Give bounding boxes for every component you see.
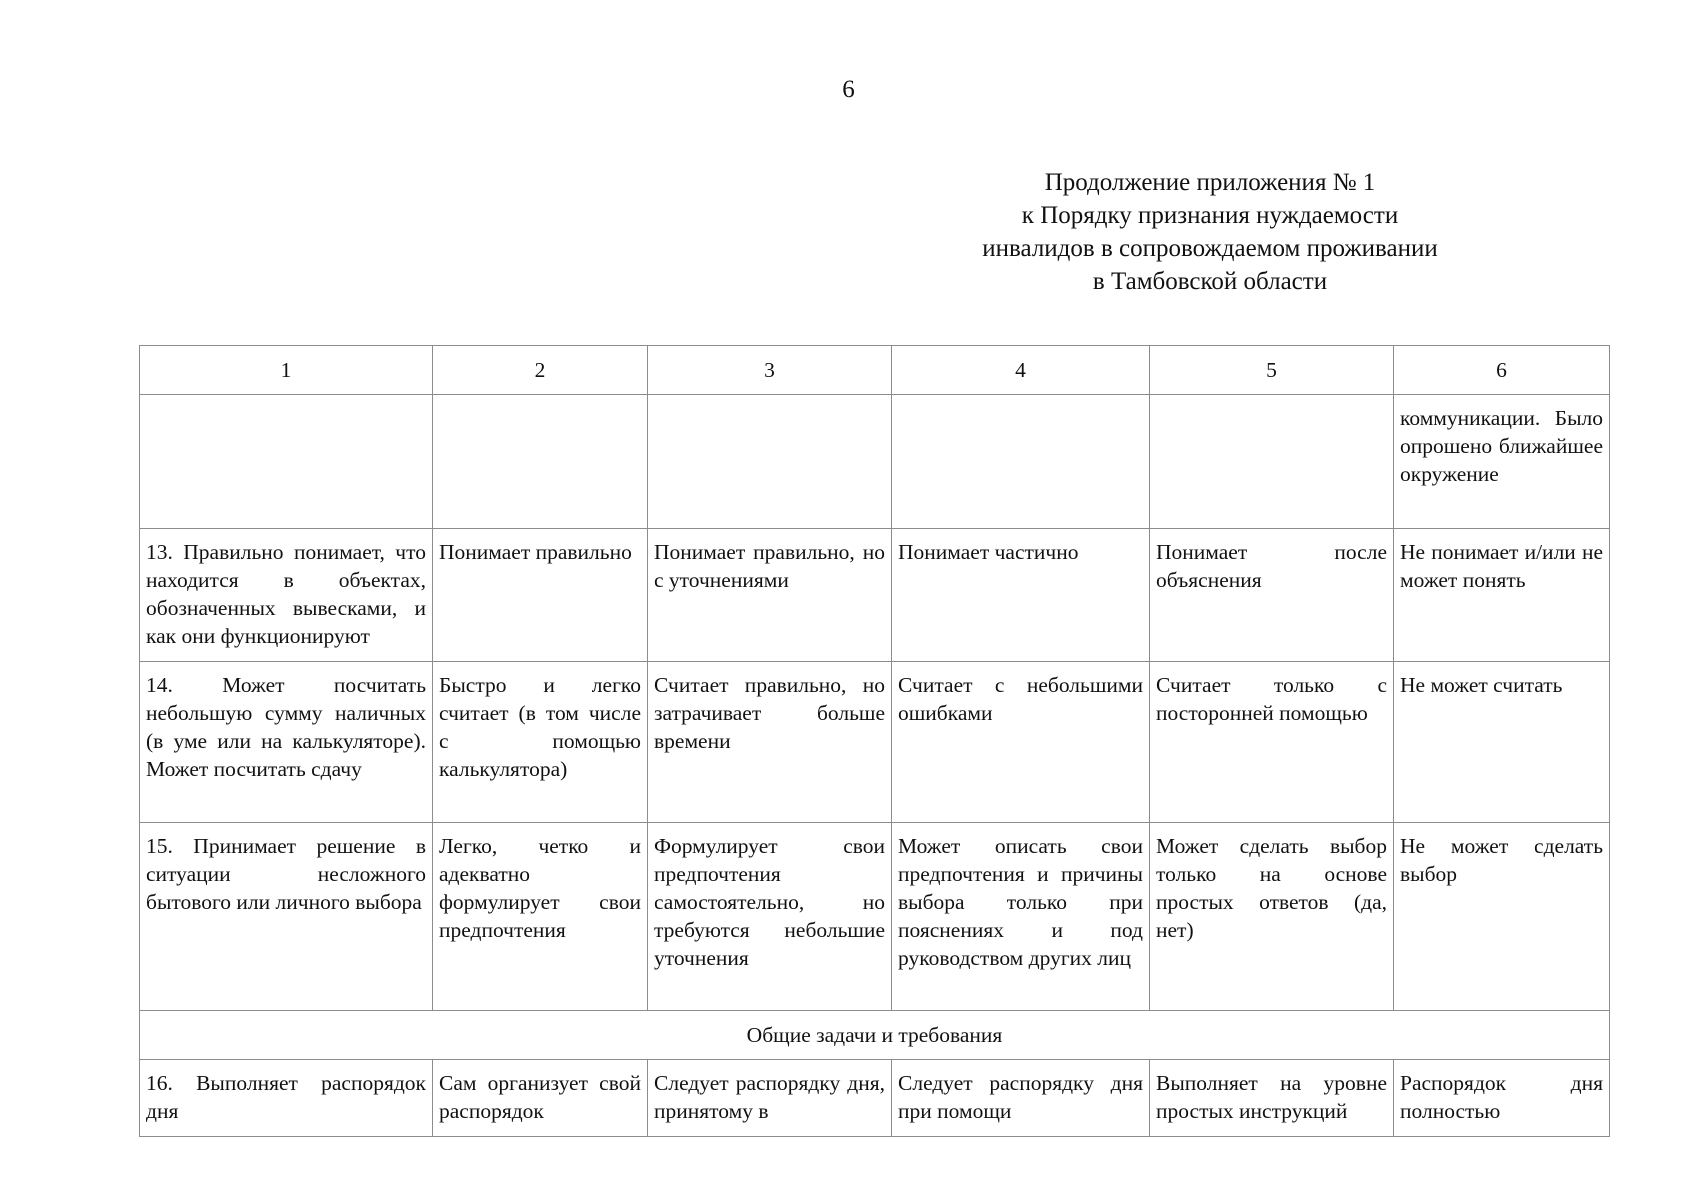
table-cell: Не может считать [1394, 662, 1610, 823]
section-row [140, 1011, 1610, 1060]
table-cell [433, 395, 648, 529]
column-number-row [140, 346, 1610, 395]
table-cell: Понимает после объяснения [1150, 529, 1394, 662]
table-cell [140, 395, 433, 529]
table-cell: Быстро и легко считает (в том числе с помощью калькулятора) [433, 662, 648, 823]
table-cell: коммуникации. Было опрошено ближайшее окружение [1394, 395, 1610, 529]
table-row [140, 823, 1610, 1011]
table-cell: Считает с небольшими ошибками [892, 662, 1150, 823]
appendix-header-line-1: Продолжение приложения № 1 [1044, 169, 1376, 196]
table-row [140, 662, 1610, 823]
table-row [140, 1060, 1610, 1137]
table-cell: Может описать свои предпочтения и причины выбора только при пояснениях и под руководством других лиц [892, 823, 1150, 1011]
table-cell: 13. Правильно понимает, что находится в объектах, обозначенных вывесками, и как они функционируют [140, 529, 433, 662]
table-cell: Считает только с посторонней помощью [1150, 662, 1394, 823]
table-cell: Понимает правильно, но с уточнениями [648, 529, 892, 662]
column-number: 5 [1150, 346, 1394, 395]
column-number: 1 [140, 346, 433, 395]
table-cell [648, 395, 892, 529]
table-cell: 15. Принимает решение в ситуации несложного бытового или личного выбора [140, 823, 433, 1011]
table-cell: Может сделать выбор только на основе простых ответов (да, нет) [1150, 823, 1394, 1011]
column-number: 4 [892, 346, 1150, 395]
page-number: 6 [842, 76, 855, 103]
table-cell [892, 395, 1150, 529]
section-title: Общие задачи и требования [140, 1011, 1610, 1060]
table-cell: Следует распорядку дня, принятому в [648, 1060, 892, 1137]
column-number: 2 [433, 346, 648, 395]
table-cell: 14. Может посчитать небольшую сумму наличных (в уме или на калькуляторе). Может посчитать сдачу [140, 662, 433, 823]
table-cell: Понимает частично [892, 529, 1150, 662]
table-cell: Формулирует свои предпочтения самостоятельно, но требуются небольшие уточнения [648, 823, 892, 1011]
table-cell: Считает правильно, но затрачивает больше времени [648, 662, 892, 823]
table-cell: 16. Выполняет распорядок дня [140, 1060, 433, 1137]
appendix-header-line-3: инвалидов в сопровождаемом проживании [982, 235, 1438, 262]
table-cell: Следует распорядку дня при помощи [892, 1060, 1150, 1137]
assessment-table [139, 345, 1610, 1137]
table-row [140, 529, 1610, 662]
table-cell: Не может сделать выбор [1394, 823, 1610, 1011]
column-number: 6 [1394, 346, 1610, 395]
appendix-header [940, 166, 1480, 298]
table-cell [1150, 395, 1394, 529]
appendix-header-line-2: к Порядку признания нуждаемости [1021, 202, 1399, 229]
table-row-continuation [140, 395, 1610, 529]
table-cell: Легко, четко и адекватно формулирует свои предпочтения [433, 823, 648, 1011]
appendix-header-line-4: в Тамбовской области [1092, 268, 1328, 295]
table-cell: Сам организует свой распорядок [433, 1060, 648, 1137]
table-cell: Не понимает и/или не может понять [1394, 529, 1610, 662]
table-cell: Выполняет на уровне простых инструкций [1150, 1060, 1394, 1137]
column-number: 3 [648, 346, 892, 395]
table-cell: Понимает правильно [433, 529, 648, 662]
table-cell: Распорядок дня полностью [1394, 1060, 1610, 1137]
